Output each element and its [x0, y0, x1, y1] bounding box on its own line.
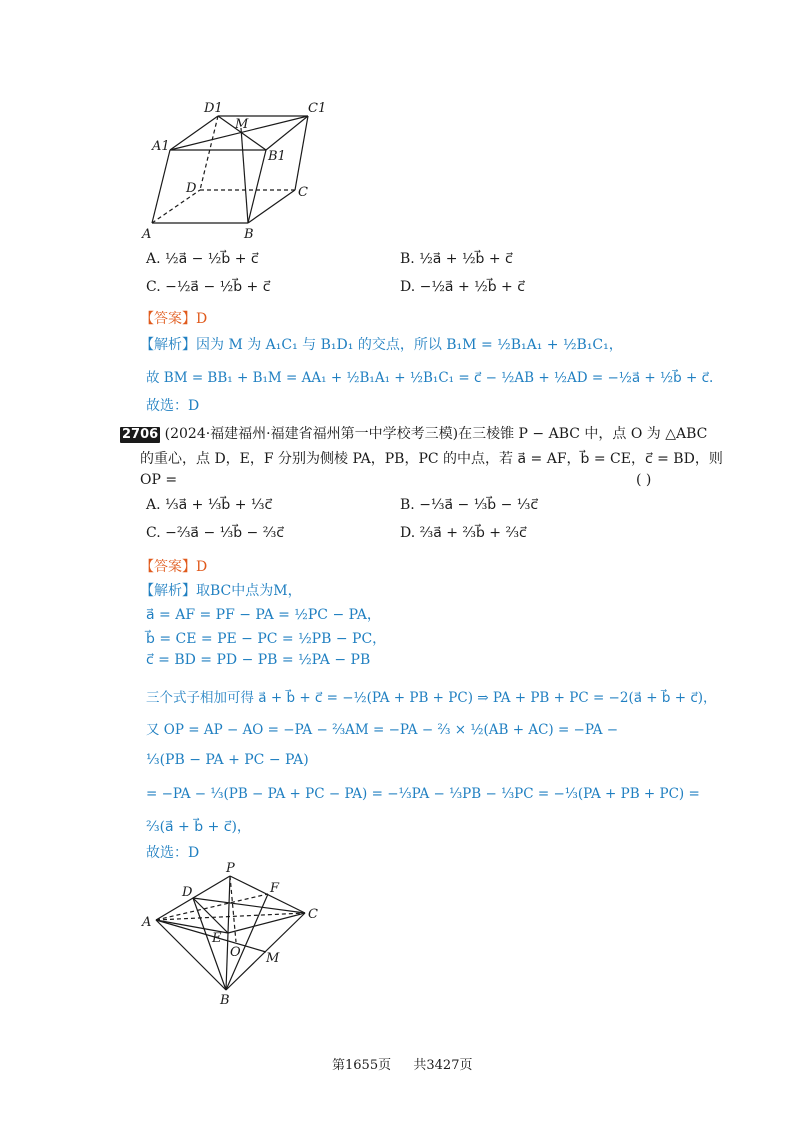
q2-number-badge: 2706	[122, 427, 159, 442]
total-pages: 共3427页	[413, 1058, 473, 1073]
q2-solution-line-4: c⃗ = BD = PD − PB = ½PA − PB	[146, 652, 371, 668]
tetrahedron-figure	[140, 858, 340, 1008]
q2-option-d: D. ⅔a⃗ + ⅔b⃗ + ⅔c⃗	[400, 525, 527, 541]
q2-option-a: A. ⅓a⃗ + ⅓b⃗ + ⅓c⃗	[146, 497, 273, 513]
q2-solution-line-2: a⃗ = AF = PF − PA = ½PC − PA，	[146, 607, 381, 623]
label-a1: A1	[152, 139, 170, 154]
label-c1: C1	[308, 101, 327, 116]
q1-option-a: A. ½a⃗ − ½b⃗ + c⃗	[146, 251, 259, 267]
q2-answer-label: 【答案】	[140, 559, 196, 575]
label-b: B	[220, 993, 230, 1008]
label-d: D	[186, 181, 197, 196]
parallelepiped-figure	[140, 98, 340, 243]
q2-stem-line-3: OP =	[140, 472, 178, 488]
label-a: A	[142, 915, 152, 930]
q2-answer-blank: ( )	[636, 472, 652, 488]
q1-answer	[140, 308, 207, 328]
label-e: E	[212, 931, 222, 946]
q1-solution-text-1: 因为 M 为 A₁C₁ 与 B₁D₁ 的交点，所以 B₁M = ½B₁A₁ + ½B₁C₁，	[196, 337, 623, 353]
q2-answer-value: D	[196, 559, 208, 575]
q2-stem-text-1: (2024·福建福州·福建省福州第一中学校考三模)在三棱锥 P − ABC 中，点 O 为 △ABC	[164, 426, 708, 442]
q1-solution-label: 【解析】	[140, 337, 196, 353]
seg-e-c	[228, 913, 305, 933]
q2-stem-line-1	[120, 423, 707, 443]
label-m: M	[235, 117, 249, 132]
label-c: C	[308, 907, 318, 922]
seg-d-c	[193, 898, 305, 913]
q1-option-c: C. −½a⃗ − ½b⃗ + c⃗	[146, 279, 271, 295]
q1-option-d: D. −½a⃗ + ½b⃗ + c⃗	[400, 279, 525, 295]
q1-answer-value: D	[196, 311, 208, 327]
label-m: M	[266, 951, 280, 966]
q1-solution-line-2: 故 BM = BB₁ + B₁M = AA₁ + ½B₁A₁ + ½B₁C₁ = c⃗ − ½AB + ½AD = −½a⃗ + ½b⃗ + c⃗.	[146, 370, 714, 386]
label-o: O	[230, 945, 241, 960]
label-b1: B1	[268, 149, 286, 164]
edge-a1-a	[152, 150, 170, 223]
q2-option-b: B. −⅓a⃗ − ⅓b⃗ − ⅓c⃗	[400, 497, 539, 513]
q1-solution-line-3: 故选：D	[146, 398, 200, 414]
q2-solution-line-6: 又 OP = AP − AO = −PA − ⅔AM = −PA − ⅔ × ½(AB + AC) = −PA −	[146, 722, 619, 738]
seg-m-b	[241, 128, 248, 223]
label-d1: D1	[204, 101, 223, 116]
q2-solution-line-10: 故选：D	[146, 845, 200, 861]
label-b: B	[244, 227, 254, 242]
label-f: F	[270, 881, 280, 896]
label-d: D	[182, 885, 193, 900]
page-number: 第1655页	[332, 1058, 392, 1073]
q2-solution-line-9: ⅔(a⃗ + b⃗ + c⃗)，	[146, 819, 251, 835]
edge-c1-c	[295, 116, 308, 190]
q1-solution-line-1	[140, 334, 623, 354]
q2-stem-line-2: 的重心，点 D，E，F 分别为侧棱 PA，PB，PC 的中点，若 a⃗ = AF，b⃗ = CE，c⃗ = BD，则	[140, 451, 723, 467]
q2-solution-line-1	[140, 580, 302, 600]
label-p: P	[226, 861, 235, 876]
q1-answer-label: 【答案】	[140, 311, 196, 327]
page-footer	[332, 1054, 472, 1073]
q2-answer	[140, 556, 207, 576]
q2-solution-line-8: = −PA − ⅓(PB − PA + PC − PA) = −⅓PA − ⅓PB − ⅓PC = −⅓(PA + PB + PC) =	[146, 786, 700, 802]
q2-solution-text-1: 取BC中点为M，	[196, 583, 302, 599]
label-a: A	[142, 227, 152, 242]
q2-solution-line-5: 三个式子相加可得 a⃗ + b⃗ + c⃗ = −½(PA + PB + PC) ⇒ PA + PB + PC = −2(a⃗ + b⃗ + c⃗)，	[146, 690, 717, 706]
q2-solution-line-7: ⅓(PB − PA + PC − PA)	[146, 752, 309, 768]
label-c: C	[298, 185, 308, 200]
q2-solution-label: 【解析】	[140, 583, 196, 599]
q1-option-b: B. ½a⃗ + ½b⃗ + c⃗	[400, 251, 513, 267]
seg-a-f	[156, 894, 268, 920]
q2-solution-line-3: b⃗ = CE = PE − PC = ½PB − PC，	[146, 631, 387, 647]
q2-option-c: C. −⅔a⃗ − ⅓b⃗ − ⅔c⃗	[146, 525, 284, 541]
